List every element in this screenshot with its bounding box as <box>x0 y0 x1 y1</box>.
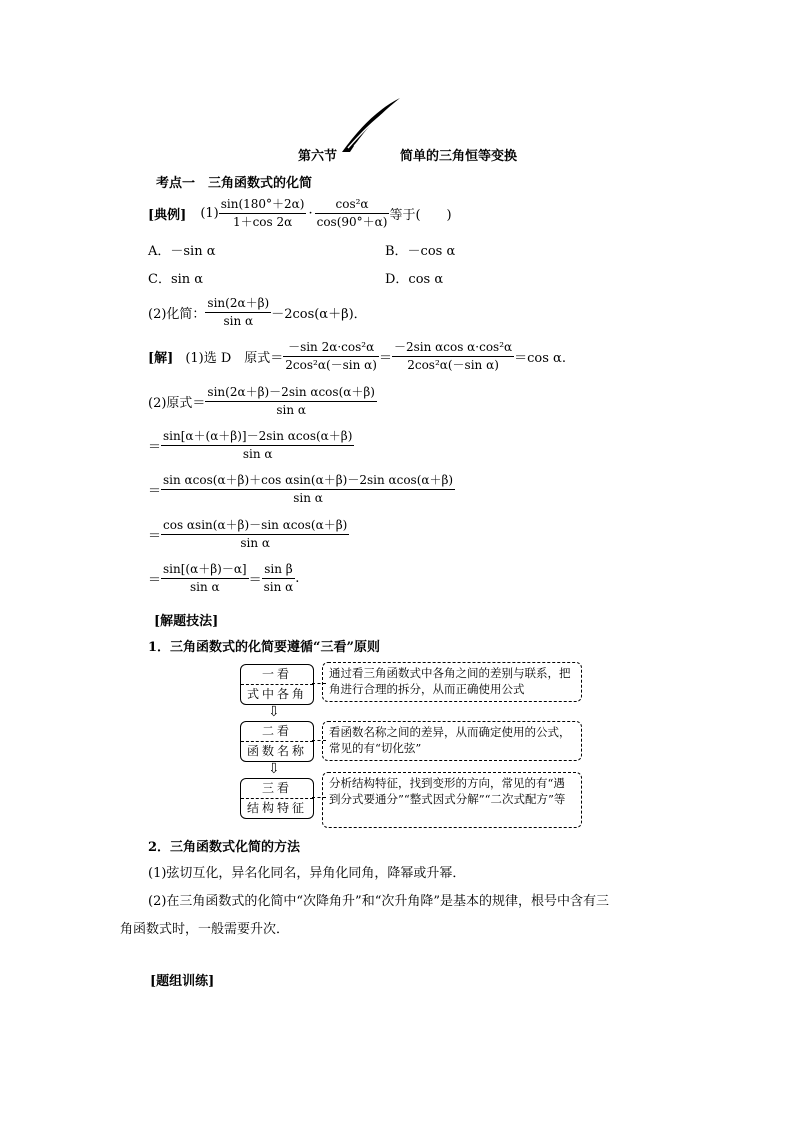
q2-fraction <box>205 295 271 330</box>
flow-step-2 <box>240 721 314 762</box>
method-paragraph-2-line-2: 角函数式时，一般需要升次． <box>120 922 290 937</box>
option-b: B．－cos α <box>385 244 456 259</box>
solution-line-5 <box>148 561 299 596</box>
solution-line-3 <box>148 472 455 507</box>
s2-fraction-6 <box>262 561 296 596</box>
denominator: sin α <box>263 580 294 594</box>
method-paragraph-2-line-1: (2)在三角函数式的化简中“次降角升”和“次升角降”是基本的规律，根号中含有三 <box>148 894 609 909</box>
equals-sign: ＝ <box>148 440 162 455</box>
numerator: －sin 2α·cos²α <box>283 339 379 357</box>
flow-step-label: 二看 <box>241 722 313 742</box>
numerator: cos²α <box>315 196 390 214</box>
flow-step-3-desc: 分析结构特征，找到变形的方向，常见的有“遇到分式要通分”“整式因式分解”“二次式配方”等 <box>322 772 582 828</box>
down-arrow-icon: ⇩ <box>268 761 280 777</box>
numerator: sin[(α＋β)－α] <box>161 561 249 579</box>
numerator: sin[α＋(α＋β)]－2sin αcos(α＋β) <box>161 428 354 446</box>
denominator: sin α <box>223 314 254 328</box>
denominator: sin α <box>240 536 270 550</box>
flow-step-3 <box>240 778 314 819</box>
section-swoosh-logo <box>340 96 402 154</box>
solution-line-2 <box>148 428 354 463</box>
s2-fraction-1 <box>205 384 377 419</box>
s2-fraction-2 <box>161 428 354 463</box>
q1-fraction-2 <box>315 196 390 231</box>
flow-step-text: 式中各角 <box>246 687 307 701</box>
equals-sign: ＝ <box>148 529 162 544</box>
solution-line-4 <box>148 517 349 552</box>
flow-step-2-desc: 看函数名称之间的差异，从而确定使用的公式，常见的有“切化弦” <box>322 721 582 761</box>
s2-fraction-3 <box>161 472 455 507</box>
q2-suffix: －2cos(α＋β)． <box>271 307 367 322</box>
s2-fraction-4 <box>161 517 349 552</box>
solution-tag: [解] <box>148 351 174 366</box>
flow-step-label: 一看 <box>241 665 313 685</box>
numerator: －2sin αcos α·cos²α <box>392 339 514 357</box>
section-number: 第六节 <box>298 149 338 164</box>
s1-fraction-2 <box>392 339 514 374</box>
example-question-2 <box>148 295 367 330</box>
numerator: sin(2α＋β) <box>205 295 271 313</box>
example-tag: [典例] <box>148 208 187 223</box>
q2-prefix: (2)化简： <box>148 307 206 322</box>
denominator: 2cos²α(－sin α) <box>407 358 499 372</box>
numerator: sin(180°＋2α) <box>219 196 307 214</box>
flow-step-text: 结构特征 <box>246 801 307 815</box>
numerator: sin(2α＋β)－2sin αcos(α＋β) <box>205 384 377 402</box>
equals-sign: ＝ <box>148 573 162 588</box>
equals-sign: ＝ <box>378 351 392 366</box>
numerator: cos αsin(α＋β)－sin αcos(α＋β) <box>161 517 349 535</box>
option-a: A．－sin α <box>148 244 216 259</box>
flow-step-1-desc: 通过看三角函数式中各角之间的差别与联系，把角进行合理的拆分，从而正确使用公式 <box>322 662 582 702</box>
denominator: sin α <box>293 491 323 505</box>
topic-heading: 考点一 三角函数式的化简 <box>156 176 313 191</box>
example-question-1 <box>148 196 452 231</box>
practice-tag: [题组训练] <box>150 974 215 989</box>
multiply-dot: · <box>308 206 313 221</box>
denominator: 1＋cos 2α <box>232 215 293 229</box>
numerator: sin αcos(α＋β)＋cos αsin(α＋β)－2sin αcos(α＋β) <box>161 472 455 490</box>
method-tag: [解题技法] <box>154 614 219 629</box>
q1-suffix: 等于( ) <box>389 208 452 223</box>
s1-fraction-1 <box>283 339 379 374</box>
s2-prefix: (2)原式＝ <box>148 396 206 411</box>
q1-prefix: (1) <box>200 206 219 221</box>
option-c: C．sin α <box>148 272 204 287</box>
denominator: cos(90°＋α) <box>316 215 388 229</box>
solution-part-1 <box>148 339 566 374</box>
method-heading-1: 1．三角函数式的化简要遵循“三看”原则 <box>148 640 381 655</box>
q1-fraction-1 <box>219 196 307 231</box>
method-heading-2: 2．三角函数式化简的方法 <box>148 840 301 855</box>
down-arrow-icon: ⇩ <box>268 704 280 720</box>
denominator: sin α <box>189 580 220 594</box>
denominator: 2cos²α(－sin α) <box>285 358 377 372</box>
s1-prefix: (1)选 D 原式＝ <box>185 351 284 366</box>
numerator: sin β <box>262 561 296 579</box>
method-paragraph-1: (1)弦切互化，异名化同名，异角化同角，降幂或升幂． <box>148 866 466 881</box>
flow-step-1 <box>240 664 314 705</box>
s1-suffix: ＝cos α. <box>514 351 566 366</box>
flow-step-label: 三看 <box>241 779 313 799</box>
equals-sign: ＝ <box>148 484 162 499</box>
solution-line-1 <box>148 384 377 419</box>
denominator: sin α <box>242 447 273 461</box>
s2-fraction-5 <box>161 561 249 596</box>
equals-sign: ＝ <box>248 573 262 588</box>
section-title: 简单的三角恒等变换 <box>400 149 518 164</box>
denominator: sin α <box>276 403 307 417</box>
option-d: D．cos α <box>385 272 444 287</box>
period: . <box>295 571 300 586</box>
flow-step-text: 函数名称 <box>246 744 307 758</box>
